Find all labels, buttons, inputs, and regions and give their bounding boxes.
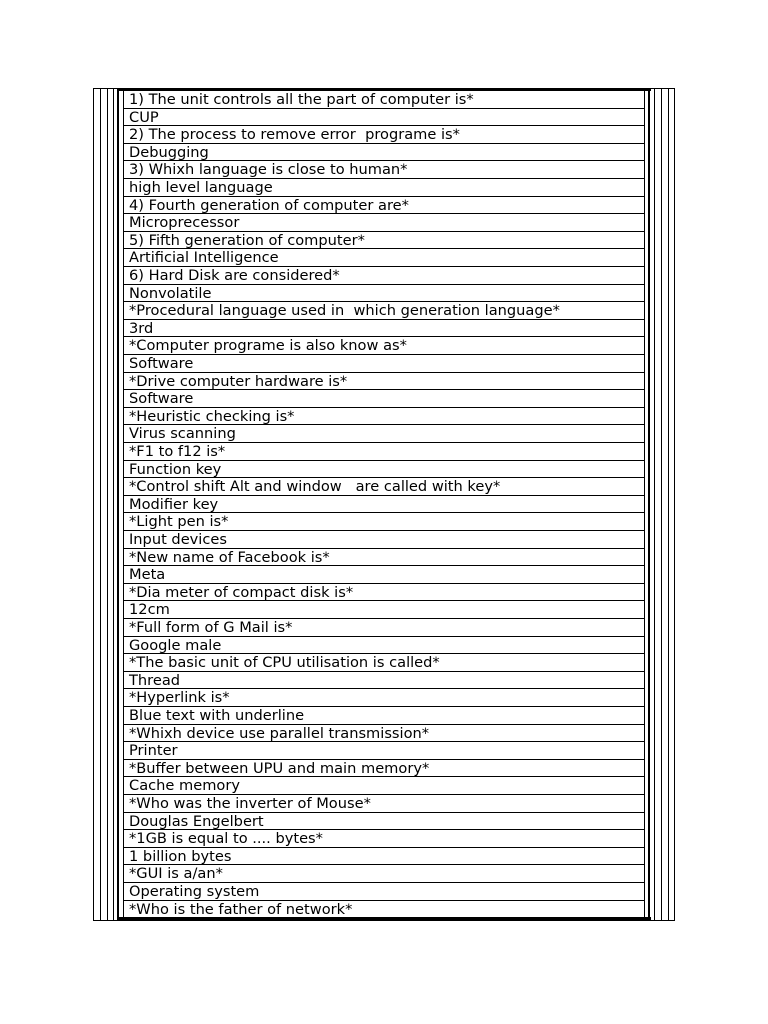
question-row: *Who was the inverter of Mouse*	[124, 795, 644, 813]
frame-line-left-1	[93, 88, 94, 921]
answer-row: Google male	[124, 637, 644, 655]
frame-bottom-border	[93, 920, 675, 921]
answer-row: Meta	[124, 566, 644, 584]
question-row: *Dia meter of compact disk is*	[124, 584, 644, 602]
answer-row: Debugging	[124, 144, 644, 162]
frame-line-left-3	[107, 88, 108, 921]
question-row: 5) Fifth generation of computer*	[124, 232, 644, 250]
question-row: *Light pen is*	[124, 513, 644, 531]
answer-row: Function key	[124, 461, 644, 479]
answer-row: Software	[124, 355, 644, 373]
answer-row: Modifier key	[124, 496, 644, 514]
question-row: *Drive computer hardware is*	[124, 373, 644, 391]
answer-row: Douglas Engelbert	[124, 813, 644, 831]
answer-row: high level language	[124, 179, 644, 197]
question-row: *Control shift Alt and window are called with key*	[124, 478, 644, 496]
answer-row: Blue text with underline	[124, 707, 644, 725]
question-row: 2) The process to remove error programe is*	[124, 126, 644, 144]
answer-row: CUP	[124, 109, 644, 127]
question-row: *F1 to f12 is*	[124, 443, 644, 461]
answer-row: Operating system	[124, 883, 644, 901]
question-row: *Buffer between UPU and main memory*	[124, 760, 644, 778]
question-row: 1) The unit controls all the part of computer is*	[124, 91, 644, 109]
answer-row: Printer	[124, 742, 644, 760]
answer-row: 12cm	[124, 601, 644, 619]
question-row: *Hyperlink is*	[124, 689, 644, 707]
answer-row: Microprecessor	[124, 214, 644, 232]
question-answer-table	[123, 90, 645, 919]
question-row: *Procedural language used in which generation language*	[124, 302, 644, 320]
frame-line-right-2	[668, 88, 669, 921]
question-row: *1GB is equal to .... bytes*	[124, 830, 644, 848]
question-row: 3) Whixh language is close to human*	[124, 161, 644, 179]
answer-row: Input devices	[124, 531, 644, 549]
frame-line-left-5	[117, 88, 119, 921]
answer-row: Thread	[124, 672, 644, 690]
answer-row: Artificial Intelligence	[124, 249, 644, 267]
question-row: *Who is the father of network*	[129, 900, 353, 918]
answer-row: 1 billion bytes	[124, 848, 644, 866]
question-row: *The basic unit of CPU utilisation is called*	[124, 654, 644, 672]
question-row: *GUI is a/an*	[124, 865, 644, 883]
question-row: 4) Fourth generation of computer are*	[124, 197, 644, 215]
question-row: *Heuristic checking is*	[124, 408, 644, 426]
frame-line-left-2	[100, 88, 101, 921]
frame-line-right-5	[648, 88, 650, 921]
question-row: *Full form of G Mail is*	[124, 619, 644, 637]
question-row: 6) Hard Disk are considered*	[124, 267, 644, 285]
frame-line-left-4	[113, 88, 114, 921]
frame-line-right-1	[674, 88, 675, 921]
frame-line-right-4	[654, 88, 655, 921]
answer-row: Cache memory	[124, 777, 644, 795]
answer-row: 3rd	[124, 320, 644, 338]
answer-row: Software	[124, 390, 644, 408]
answer-row: Virus scanning	[124, 425, 644, 443]
question-row: *New name of Facebook is*	[124, 549, 644, 567]
frame-line-right-3	[661, 88, 662, 921]
question-row: *Computer programe is also know as*	[124, 337, 644, 355]
answer-row: Nonvolatile	[124, 285, 644, 303]
question-row: *Whixh device use parallel transmission*	[124, 725, 644, 743]
